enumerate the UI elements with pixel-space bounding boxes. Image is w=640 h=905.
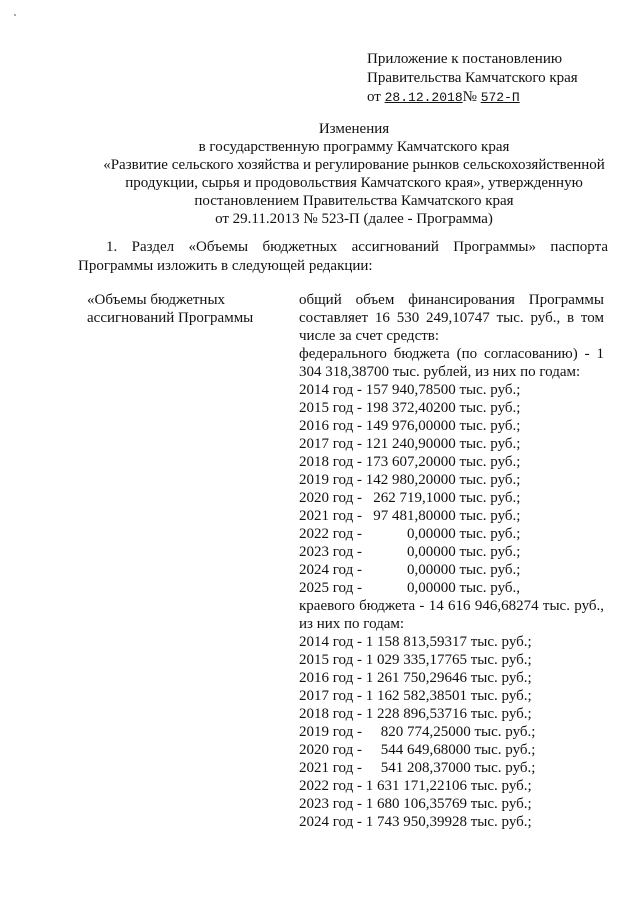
year-allocation-line: 2021 год - 97 481,80000 тыс. руб.; [299,508,521,524]
year-allocation-line: 2022 год - 0,00000 тыс. руб.; [299,526,521,542]
year-allocation-line: 2022 год - 1 631 171,22106 тыс. руб.; [299,778,532,794]
date-prefix: от [367,89,381,105]
year-allocation-line: 2018 год - 173 607,20000 тыс. руб.; [299,454,521,470]
document-date: 28.12.2018 [384,90,463,105]
regional-budget-summary: краевого бюджета - 14 616 946,68274 тыс. руб., из них по годам: [299,598,604,632]
year-allocation-line: 2015 год - 198 372,40200 тыс. руб.; [299,400,521,416]
section-label-line-1: «Объемы бюджетных [87,292,226,308]
document-number: 572-П [480,90,520,105]
title-line: «Развитие сельского хозяйства и регулирование рынков сельскохозяйственной [103,157,605,173]
funding-intro: общий объем финансирования Программы составляет 16 530 249,10747 тыс. руб., в том числе за счет средств: [299,292,604,344]
section-label-line-2: ассигнований Программы [87,310,254,326]
header-line-1: Приложение к постановлению [367,51,563,67]
title-line: продукции, сырья и продовольствия Камчатского края», утвержденную [125,175,583,191]
title-line: Изменения [318,121,390,137]
year-allocation-line: 2023 год - 0,00000 тыс. руб.; [299,544,521,560]
year-allocation-line: 2020 год - 544 649,68000 тыс. руб.; [299,742,536,758]
federal-years-list [299,381,604,597]
year-allocation-line: 2020 год - 262 719,1000 тыс. руб.; [299,490,521,506]
federal-budget-summary: федерального бюджета (по согласованию) - 1 304 318,38700 тыс. рублей, из них по годам: [299,346,604,380]
year-allocation-line: 2017 год - 1 162 582,38501 тыс. руб.; [299,688,532,704]
year-allocation-line: 2023 год - 1 680 106,35769 тыс. руб.; [299,796,532,812]
year-allocation-line: 2025 год - 0,00000 тыс. руб., [299,580,521,596]
year-allocation-line: 2014 год - 1 158 813,59317 тыс. руб.; [299,634,532,650]
number-prefix: № [462,89,477,105]
year-allocation-line: 2015 год - 1 029 335,17765 тыс. руб.; [299,652,532,668]
attachment-header [367,50,578,107]
year-allocation-line: 2016 год - 1 261 750,29646 тыс. руб.; [299,670,532,686]
paragraph-1: 1. Раздел «Объемы бюджетных ассигнований Программы» паспорта Программы изложить в следующей редакции: [78,239,608,274]
document-title [78,120,630,228]
year-allocation-line: 2017 год - 121 240,90000 тыс. руб.; [299,436,521,452]
regional-years-list [299,633,604,831]
year-allocation-line: 2019 год - 820 774,25000 тыс. руб.; [299,724,536,740]
title-line: от 29.11.2013 № 523-П (далее - Программа) [215,211,493,227]
year-allocation-line: 2019 год - 142 980,20000 тыс. руб.; [299,472,521,488]
funding-details [299,291,604,831]
scan-dot [14,14,16,16]
year-allocation-line: 2024 год - 0,00000 тыс. руб.; [299,562,521,578]
header-line-2: Правительства Камчатского края [367,70,578,86]
title-line: в государственную программу Камчатского края [198,139,510,155]
year-allocation-line: 2016 год - 149 976,00000 тыс. руб.; [299,418,521,434]
year-allocation-line: 2014 год - 157 940,78500 тыс. руб.; [299,382,521,398]
header-date-line [367,88,578,107]
year-allocation-line: 2024 год - 1 743 950,39928 тыс. руб.; [299,814,532,830]
section-label [87,291,253,327]
year-allocation-line: 2018 год - 1 228 896,53716 тыс. руб.; [299,706,532,722]
title-line: постановлением Правительства Камчатского края [194,193,514,209]
year-allocation-line: 2021 год - 541 208,37000 тыс. руб.; [299,760,536,776]
